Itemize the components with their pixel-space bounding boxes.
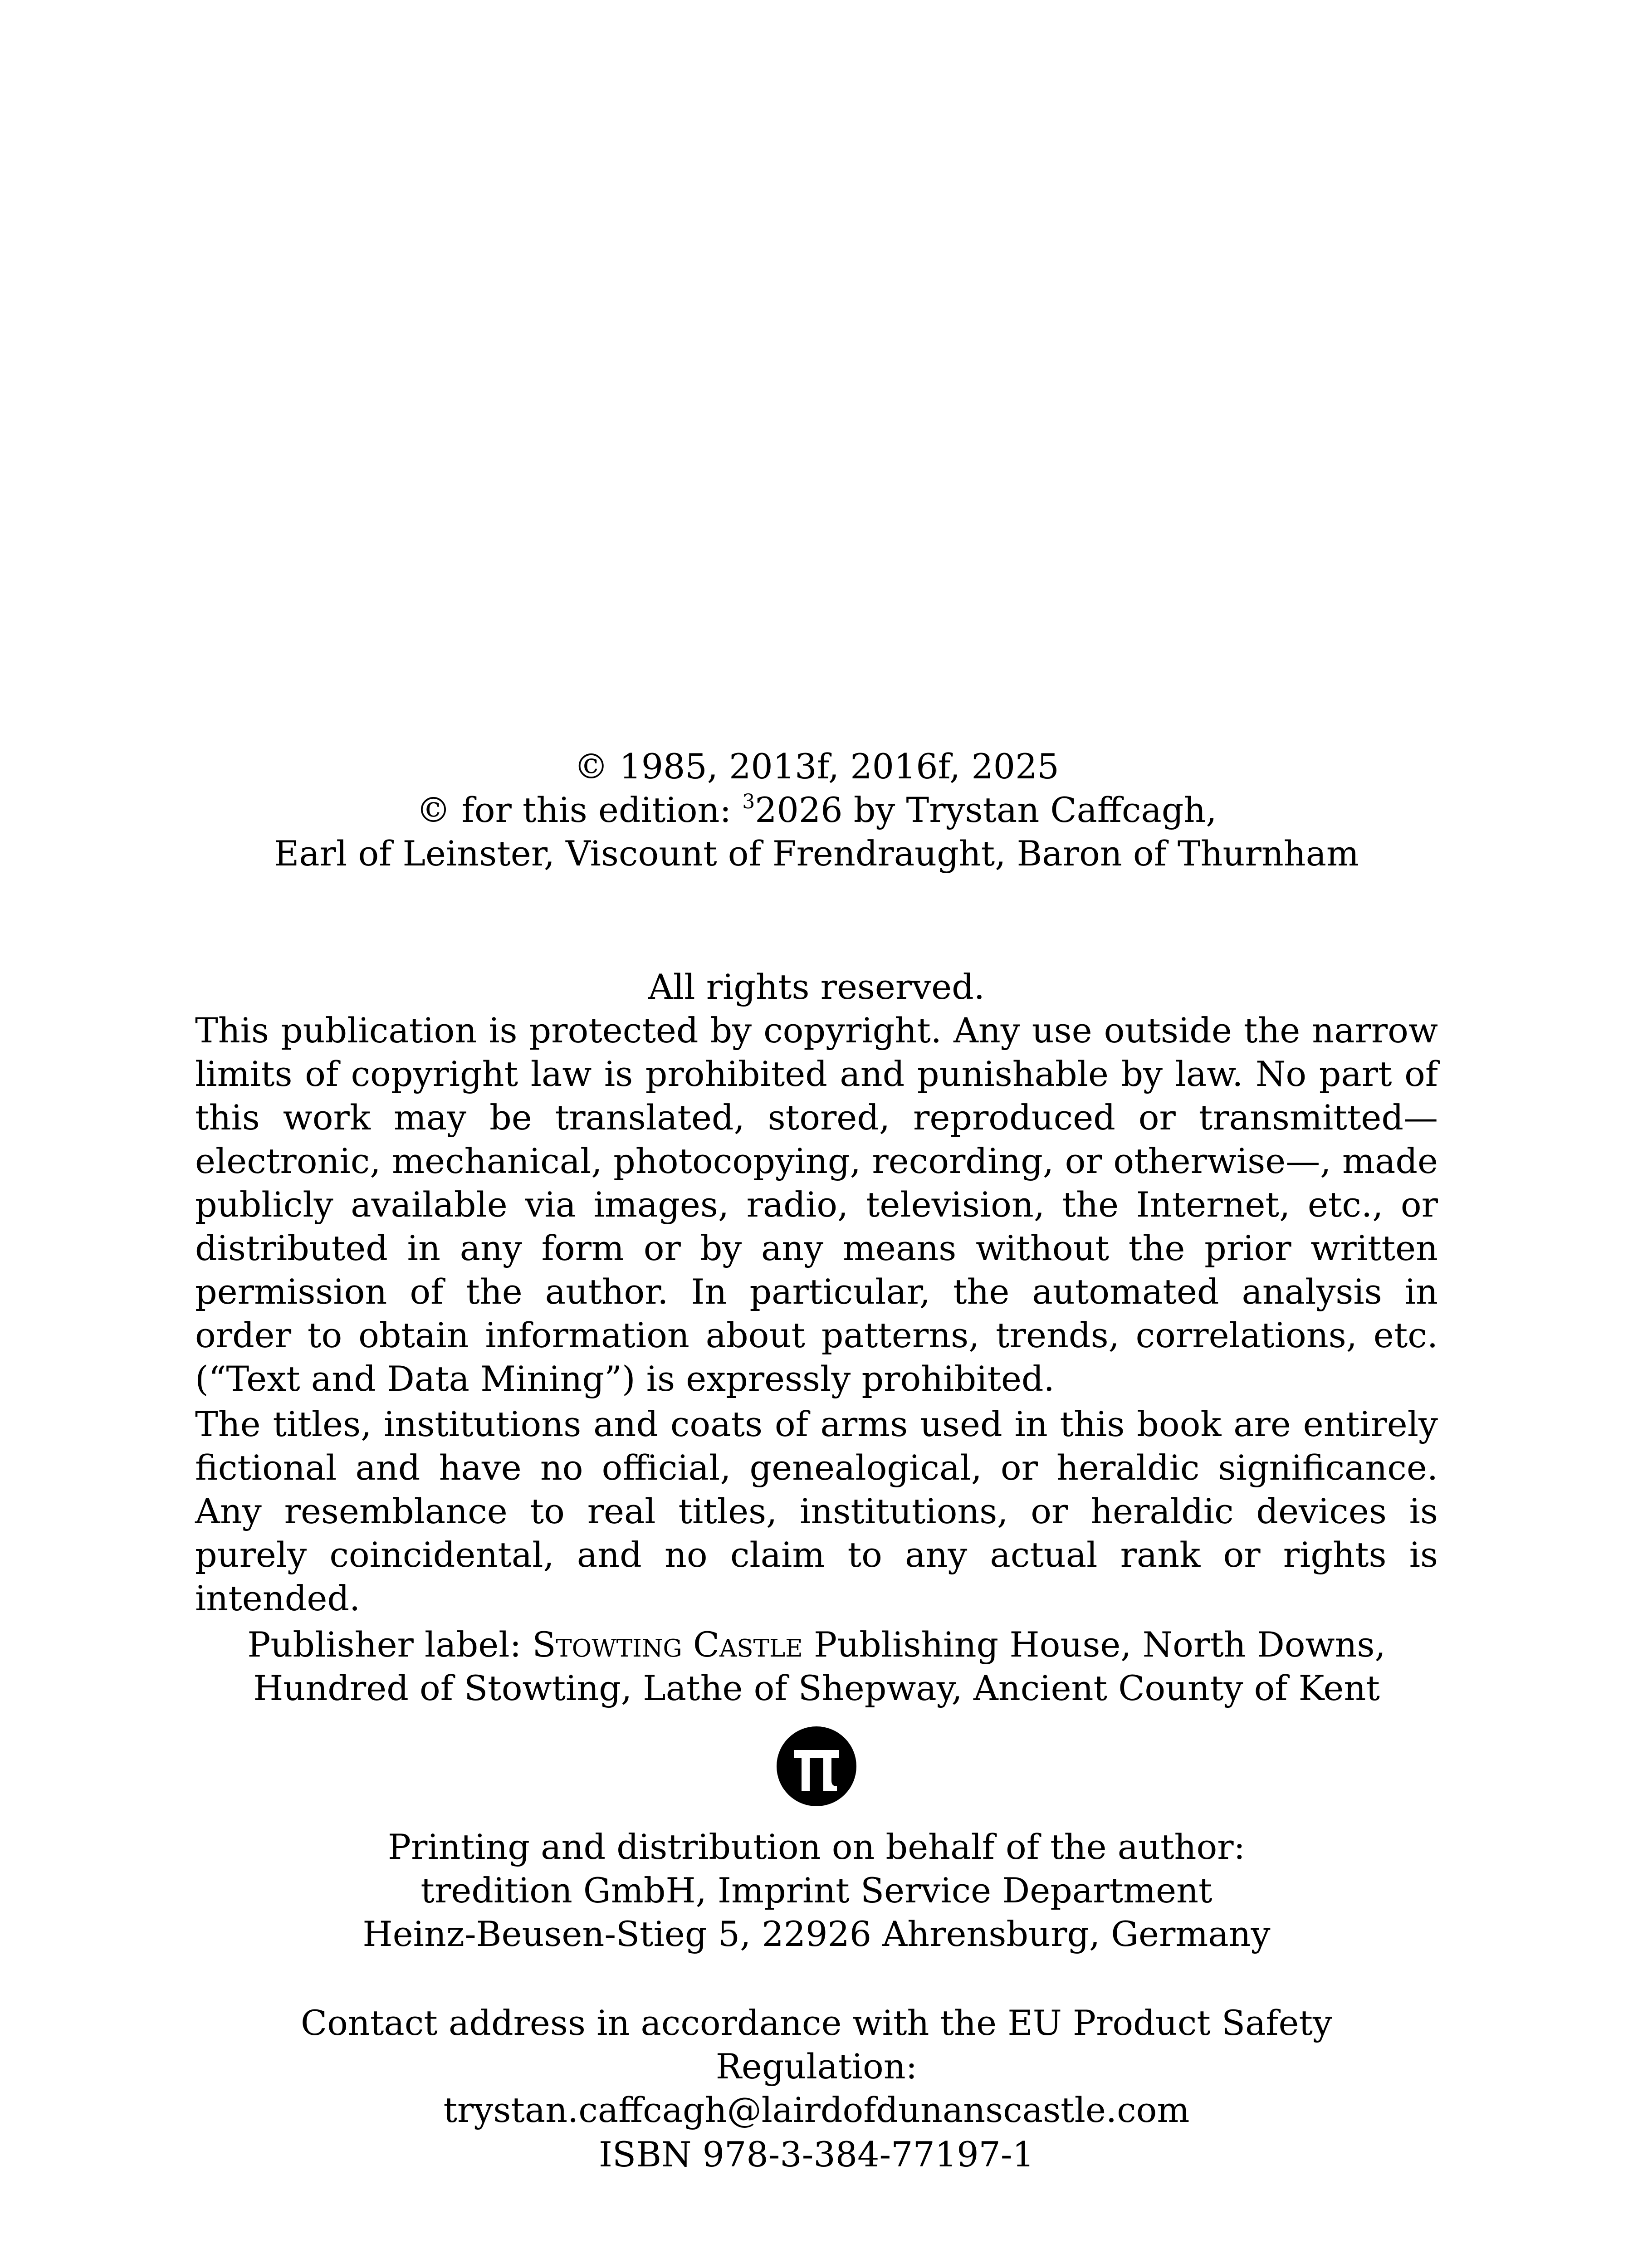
printer-address: Heinz-Beusen-Stieg 5, 22926 Ahrensburg, Germany [362,1914,1271,1954]
rights-heading: All rights reserved. [648,967,985,1007]
disclaimer-paragraph: The titles, institutions and coats of arms used in this book are entirely fictional and have no official, genealogical, or heraldic significance. Any resemblance to real titles, institutions, or heraldic devices is purely coincidental, and no claim to any actual rank or rights is intended. [195,1404,1438,1618]
edition-number: 3 [742,790,755,813]
copyright-block [195,745,1438,875]
rights-paragraph: This publication is protected by copyright. Any use outside the narrow limits of copyright law is prohibited and punishable by law. No part of this work may be translated, stored, reproduced or transmitted—electronic, mechanical, photocopying, recording, or otherwise—, made publicly available via images, radio, television, the Internet, etc., or distributed in any form or by any means without the prior written permission of the author. In particular, the automated analysis in order to obtain information about patterns, trends, correlations, etc. (“Text and Data Mining”) is expressly prohibited. [195,1010,1438,1399]
copyright-years: © 1985, 2013f, 2016f, 2025 [574,746,1059,787]
publisher-label [195,1623,1438,1667]
printing-line: Printing and distribution on behalf of the author: [387,1827,1246,1867]
copyright-edition-prefix: © for this edition: [416,790,743,830]
contact-block [195,2001,1438,2132]
tredition-logo-icon [777,1726,856,1806]
publisher-block [195,1623,1438,1710]
publisher-label-suffix: Publishing House, North Downs, [802,1624,1386,1665]
contact-statement: Contact address in accordance with the EU Product Safety Regulation: [301,2003,1332,2087]
copyright-edition-suffix: 2026 by Trystan Caffcagh, [755,790,1217,830]
publisher-name: Stowting Castle [532,1624,803,1665]
publisher-location: Hundred of Stowting, Lathe of Shepway, Ancient County of Kent [253,1668,1380,1708]
isbn-block [195,2133,1438,2176]
copyright-edition [195,788,1438,832]
printing-block [195,1825,1438,1956]
printer-name: tredition GmbH, Imprint Service Department [420,1870,1213,1911]
rights-heading-block [195,965,1438,1009]
isbn: ISBN 978-3-384-77197-1 [599,2134,1034,2175]
author-titles: Earl of Leinster, Viscount of Frendraught, Baron of Thurnham [274,833,1359,874]
contact-email: trystan.caffcagh@lairdofdunanscastle.com [443,2090,1190,2130]
publisher-label-prefix: Publisher label: [247,1624,533,1665]
